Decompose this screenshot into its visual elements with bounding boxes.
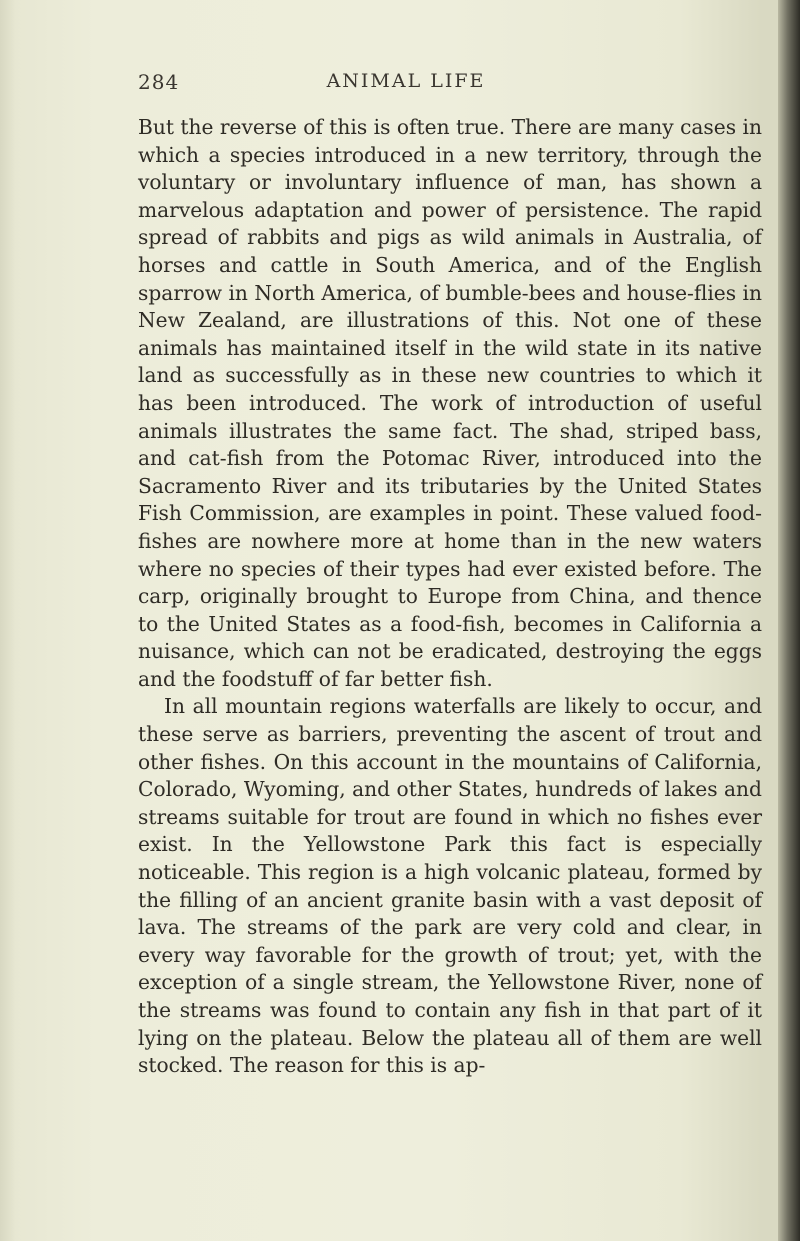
- page-number: 284: [138, 70, 180, 94]
- paragraph: In all mountain regions waterfalls are likely to occur, and these serve as barriers, preventing the ascent of trout and other fishes. On this account in the mountains of California, Colorado, Wyoming, and other States, hundreds of lakes and streams suitable for trout are found in which no fishes ever exist. In the Yellowstone Park this fact is especially noticeable. This region is a high volcanic plateau, formed by the filling of an ancient granite basin with a vast deposit of lava. The streams of the park are very cold and clear, in every way favorable for the growth of trout; yet, with the exception of a single stream, the Yellowstone River, none of the streams was found to contain any fish in that part of it lying on the plateau. Below the plateau all of them are well stocked. The reason for this is ap-: [138, 694, 762, 1078]
- running-head: ANIMAL LIFE: [326, 70, 486, 92]
- page-header: [138, 70, 758, 100]
- body-text: [138, 114, 762, 1080]
- book-spine-edge: [778, 0, 800, 1241]
- paragraph: But the reverse of this is often true. There are many cases in which a species introduced in a new territory, through the voluntary or involuntary influence of man, has shown a marvelous adaptation and power of persistence. The rapid spread of rabbits and pigs as wild animals in Australia, of horses and cattle in South America, and of the English sparrow in North America, of bumble-bees and house-flies in New Zealand, are illustrations of this. Not one of these animals has maintained itself in the wild state in its native land as successfully as in these new countries to which it has been introduced. The work of introduction of useful animals illustrates the same fact. The shad, striped bass, and cat-fish from the Potomac River, introduced into the Sacramento River and its tributaries by the United States Fish Commission, are examples in point. These valued food-fishes are nowhere more at home than in the new waters where no species of their types had ever existed before. The carp, originally brought to Europe from China, and thence to the United States as a food-fish, becomes in California a nuisance, which can not be eradicated, destroying the eggs and the foodstuff of far better fish.: [138, 115, 762, 691]
- page-gutter-shadow: [0, 0, 16, 1241]
